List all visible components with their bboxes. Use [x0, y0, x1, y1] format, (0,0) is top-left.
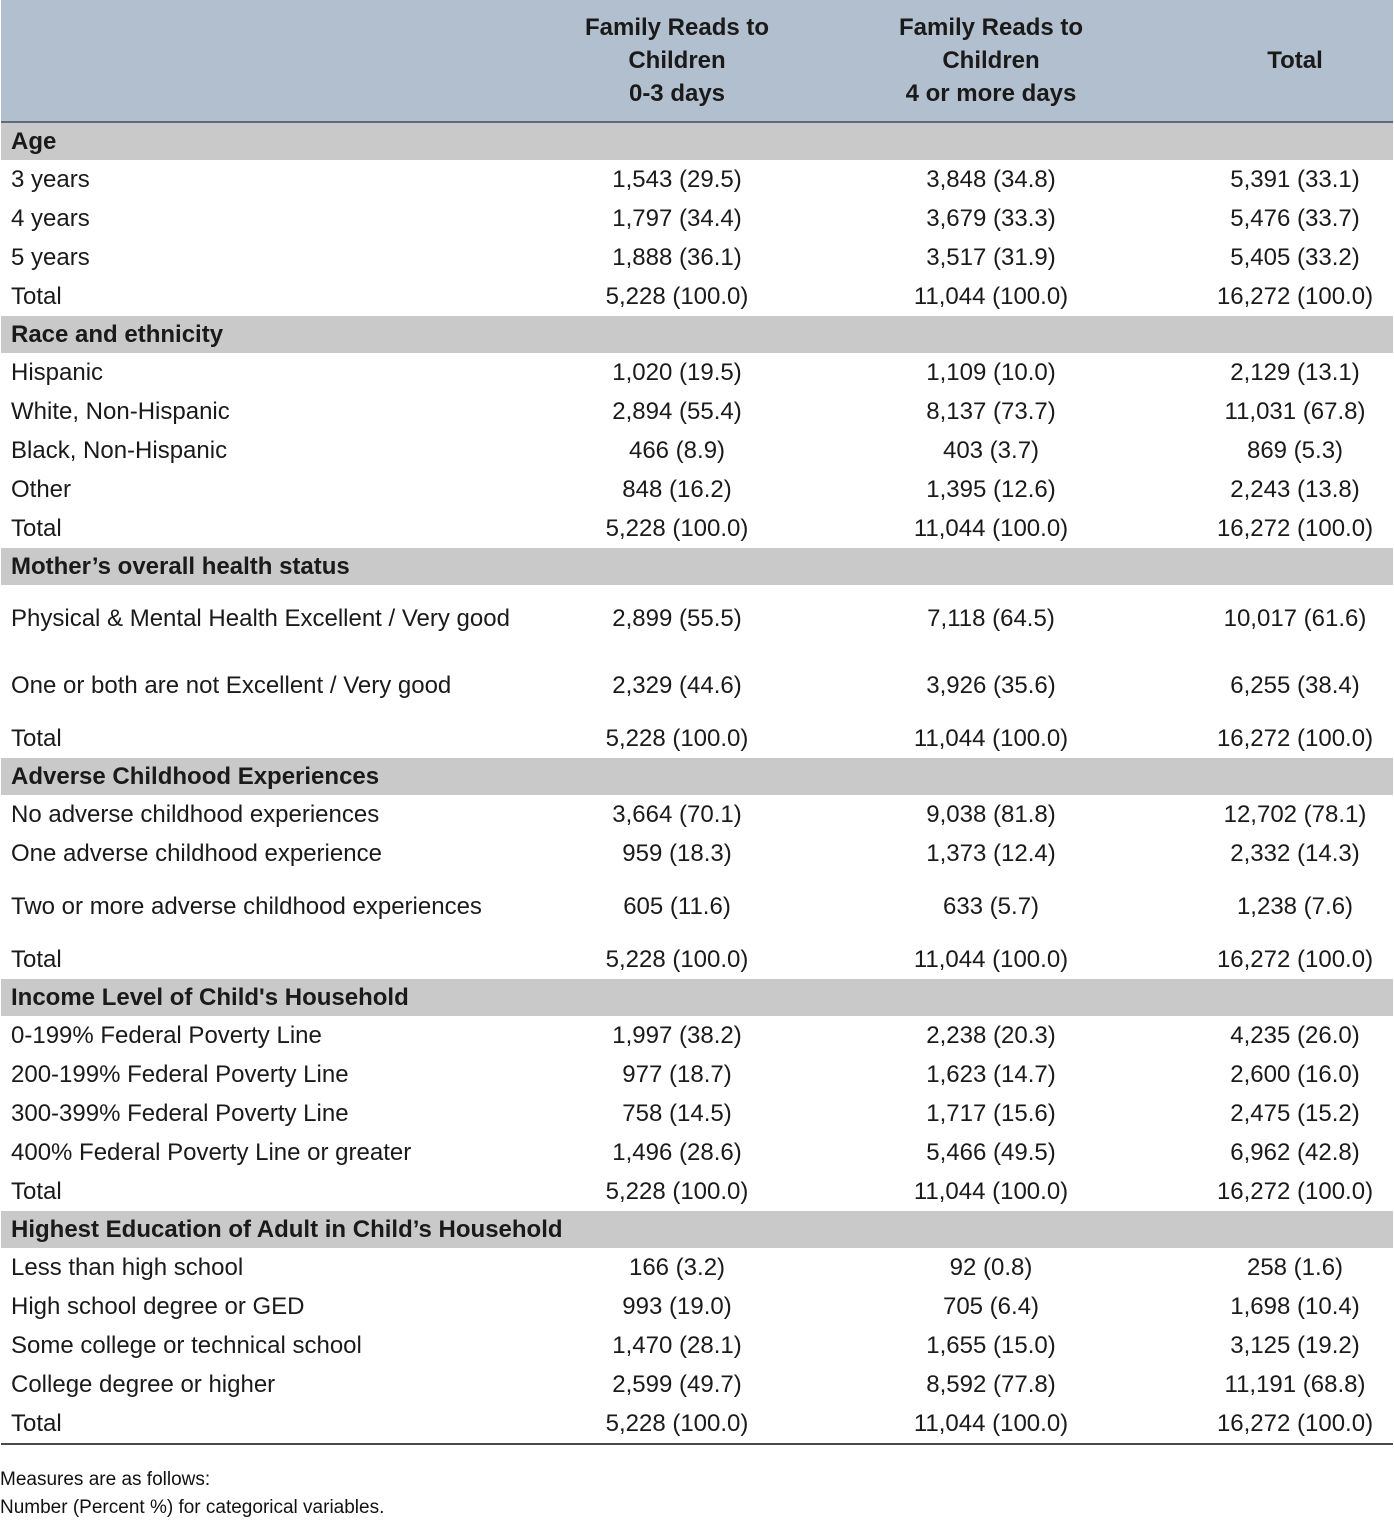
cell-total: 16,272 (100.0) — [1216, 515, 1374, 542]
section-header-row — [1, 979, 1393, 1016]
header-col2-line3: 4 or more days — [905, 80, 1077, 107]
cell-reads-0-3: 1,997 (38.2) — [612, 1022, 742, 1049]
cell-reads-4-plus: 5,466 (49.5) — [926, 1139, 1056, 1166]
row-label: 400% Federal Poverty Line or greater — [11, 1139, 412, 1166]
row-label: Other — [11, 476, 72, 503]
section-header-row — [1, 1211, 1393, 1248]
row-label: 5 years — [11, 244, 90, 271]
cell-total: 4,235 (26.0) — [1230, 1022, 1360, 1049]
cell-reads-4-plus: 1,655 (15.0) — [926, 1332, 1056, 1359]
cell-reads-4-plus: 3,679 (33.3) — [926, 205, 1056, 232]
section-header-row — [1, 758, 1393, 795]
cell-total: 10,017 (61.6) — [1223, 605, 1367, 632]
table-row — [1, 1248, 1393, 1287]
table-row — [1, 834, 1393, 873]
header-col-total: Total — [1197, 0, 1393, 122]
cell-reads-0-3: 848 (16.2) — [622, 476, 732, 503]
table-row — [1, 1287, 1393, 1326]
header-col1-line1: Family Reads to — [584, 14, 770, 41]
header-col-reads-0-3 — [569, 0, 785, 122]
row-label: Black, Non-Hispanic — [11, 437, 228, 464]
cell-reads-0-3: 5,228 (100.0) — [569, 1404, 785, 1444]
row-label: Total — [1, 1404, 569, 1444]
cell-total: 16,272 (100.0) — [1216, 725, 1374, 752]
cell-total: 5,405 (33.2) — [1230, 244, 1360, 271]
table-row — [1, 353, 1393, 392]
cell-reads-0-3: 1,020 (19.5) — [612, 359, 742, 386]
cell-reads-0-3: 1,543 (29.5) — [612, 166, 742, 193]
section-title: Income Level of Child's Household — [1, 979, 1393, 1016]
cell-reads-4-plus: 705 (6.4) — [942, 1293, 1040, 1320]
row-label: 3 years — [11, 166, 90, 193]
section-title: Highest Education of Adult in Child’s Household — [1, 1211, 1393, 1248]
table-row — [1, 392, 1393, 431]
cell-total: 2,129 (13.1) — [1230, 359, 1360, 386]
table-body — [1, 122, 1393, 1444]
table-row — [1, 652, 1393, 719]
cell-total: 11,031 (67.8) — [1224, 398, 1366, 425]
section-header-row — [1, 122, 1393, 160]
cell-reads-4-plus: 11,044 (100.0) — [913, 515, 1069, 542]
cell-total: 5,476 (33.7) — [1230, 205, 1360, 232]
cell-total: 2,243 (13.8) — [1230, 476, 1360, 503]
row-label: 4 years — [11, 205, 90, 232]
cell-reads-0-3: 758 (14.5) — [622, 1100, 732, 1127]
cell-total: 12,702 (78.1) — [1223, 801, 1367, 828]
table-row — [1, 470, 1393, 509]
cell-total: 258 (1.6) — [1246, 1254, 1344, 1281]
table-row — [1, 1133, 1393, 1172]
cell-reads-0-3: 5,228 (100.0) — [605, 946, 749, 973]
cell-reads-0-3: 2,894 (55.4) — [612, 398, 742, 425]
header-blank-cell — [1, 0, 569, 122]
cell-total: 869 (5.3) — [1246, 437, 1344, 464]
cell-total: 2,332 (14.3) — [1230, 840, 1360, 867]
row-label: White, Non-Hispanic — [11, 398, 230, 425]
cell-total: 3,125 (19.2) — [1230, 1332, 1360, 1359]
cell-reads-4-plus: 7,118 (64.5) — [927, 605, 1055, 632]
cell-reads-0-3: 2,899 (55.5) — [612, 605, 742, 632]
cell-reads-0-3: 3,664 (70.1) — [612, 801, 742, 828]
cell-reads-4-plus: 633 (5.7) — [942, 893, 1040, 920]
row-label: Total — [11, 946, 62, 973]
row-label: Hispanic — [11, 359, 104, 386]
cell-reads-4-plus: 11,044 (100.0) — [785, 1404, 1197, 1444]
row-label: Total — [11, 725, 62, 752]
cell-reads-0-3: 2,599 (49.7) — [612, 1371, 742, 1398]
row-label: High school degree or GED — [11, 1293, 305, 1320]
table-row — [1, 238, 1393, 277]
section-title: Race and ethnicity — [1, 316, 1393, 353]
cell-total: 6,962 (42.8) — [1230, 1139, 1360, 1166]
header-col2-line1: Family Reads to — [898, 14, 1084, 41]
data-table — [1, 0, 1393, 1445]
section-title: Mother’s overall health status — [1, 548, 1393, 585]
cell-reads-0-3: 1,496 (28.6) — [612, 1139, 742, 1166]
row-label: Total — [11, 515, 62, 542]
cell-reads-4-plus: 3,848 (34.8) — [926, 166, 1056, 193]
cell-reads-4-plus: 11,044 (100.0) — [913, 1178, 1069, 1205]
row-label: No adverse childhood experiences — [11, 801, 380, 828]
row-label: Total — [11, 283, 62, 310]
header-col-reads-4-plus — [785, 0, 1197, 122]
cell-reads-4-plus: 1,109 (10.0) — [926, 359, 1056, 386]
table-row — [1, 719, 1393, 758]
row-label: Total — [11, 1178, 62, 1205]
table-row — [1, 509, 1393, 548]
table-row — [1, 1365, 1393, 1404]
table-notes — [0, 1466, 384, 1522]
cell-reads-0-3: 1,470 (28.1) — [612, 1332, 742, 1359]
cell-reads-4-plus: 1,395 (12.6) — [926, 476, 1056, 503]
cell-total: 2,600 (16.0) — [1230, 1061, 1360, 1088]
row-label: Less than high school — [11, 1254, 244, 1281]
table-row — [1, 1326, 1393, 1365]
cell-reads-4-plus: 92 (0.8) — [949, 1254, 1033, 1281]
cell-reads-4-plus: 1,623 (14.7) — [926, 1061, 1056, 1088]
table-row — [1, 431, 1393, 470]
cell-reads-4-plus: 403 (3.7) — [942, 437, 1040, 464]
cell-total: 5,391 (33.1) — [1230, 166, 1360, 193]
cell-reads-4-plus: 8,137 (73.7) — [926, 398, 1056, 425]
section-title: Adverse Childhood Experiences — [1, 758, 1393, 795]
cell-total: 16,272 (100.0) — [1216, 1178, 1374, 1205]
cell-total: 16,272 (100.0) — [1216, 283, 1374, 310]
table-row — [1, 585, 1393, 652]
section-title: Age — [1, 122, 1393, 160]
row-label: 0-199% Federal Poverty Line — [11, 1022, 322, 1049]
cell-total: 6,255 (38.4) — [1230, 672, 1360, 699]
cell-total: 1,698 (10.4) — [1230, 1293, 1360, 1320]
row-label: Some college or technical school — [11, 1332, 362, 1359]
cell-total: 11,191 (68.8) — [1224, 1371, 1366, 1398]
cell-total: 1,238 (7.6) — [1236, 893, 1354, 920]
cell-reads-0-3: 2,329 (44.6) — [612, 672, 742, 699]
cell-reads-4-plus: 3,517 (31.9) — [926, 244, 1056, 271]
cell-reads-0-3: 605 (11.6) — [623, 893, 731, 920]
table-row — [1, 277, 1393, 316]
section-header-row — [1, 548, 1393, 585]
cell-reads-0-3: 1,888 (36.1) — [612, 244, 742, 271]
cell-reads-4-plus: 9,038 (81.8) — [926, 801, 1056, 828]
row-label: Physical & Mental Health Excellent / Very good — [11, 605, 510, 632]
table-row — [1, 873, 1393, 940]
table-row — [1, 795, 1393, 834]
cell-reads-4-plus: 11,044 (100.0) — [913, 725, 1069, 752]
row-label: 300-399% Federal Poverty Line — [11, 1100, 349, 1127]
table-header-row — [1, 0, 1393, 122]
row-label: One or both are not Excellent / Very good — [11, 672, 452, 699]
section-header-row — [1, 316, 1393, 353]
cell-reads-0-3: 5,228 (100.0) — [605, 725, 749, 752]
cell-total: 16,272 (100.0) — [1197, 1404, 1393, 1444]
row-label: 200-199% Federal Poverty Line — [11, 1061, 349, 1088]
cell-reads-0-3: 959 (18.3) — [622, 840, 732, 867]
table-row — [1, 1404, 1393, 1444]
table-row — [1, 160, 1393, 199]
table-row — [1, 940, 1393, 979]
table-row — [1, 1016, 1393, 1055]
cell-reads-0-3: 466 (8.9) — [628, 437, 726, 464]
row-label: Two or more adverse childhood experiences — [11, 893, 482, 920]
cell-reads-0-3: 993 (19.0) — [622, 1293, 732, 1320]
row-label: College degree or higher — [11, 1371, 276, 1398]
table-row — [1, 1094, 1393, 1133]
table-row — [1, 1172, 1393, 1211]
cell-reads-0-3: 166 (3.2) — [628, 1254, 726, 1281]
cell-reads-4-plus: 8,592 (77.8) — [926, 1371, 1056, 1398]
cell-reads-0-3: 977 (18.7) — [622, 1061, 732, 1088]
cell-total: 2,475 (15.2) — [1230, 1100, 1360, 1127]
cell-reads-0-3: 5,228 (100.0) — [605, 283, 749, 310]
cell-reads-4-plus: 1,373 (12.4) — [926, 840, 1056, 867]
table-row — [1, 1055, 1393, 1094]
cell-reads-0-3: 5,228 (100.0) — [605, 1178, 749, 1205]
table-row — [1, 199, 1393, 238]
notes-line-2: Number (Percent %) for categorical variables. — [0, 1497, 385, 1518]
cell-reads-4-plus: 11,044 (100.0) — [913, 283, 1069, 310]
cell-total: 16,272 (100.0) — [1216, 946, 1374, 973]
cell-reads-4-plus: 1,717 (15.6) — [926, 1100, 1056, 1127]
cell-reads-0-3: 5,228 (100.0) — [605, 515, 749, 542]
row-label: One adverse childhood experience — [11, 840, 382, 867]
cell-reads-0-3: 1,797 (34.4) — [612, 205, 742, 232]
header-col1-line3: 0-3 days — [628, 80, 726, 107]
cell-reads-4-plus: 11,044 (100.0) — [913, 946, 1069, 973]
header-col1-line2: Children — [628, 47, 726, 74]
header-col2-line2: Children — [942, 47, 1040, 74]
notes-line-1: Measures are as follows: — [0, 1469, 211, 1490]
cell-reads-4-plus: 3,926 (35.6) — [926, 672, 1056, 699]
cell-reads-4-plus: 2,238 (20.3) — [926, 1022, 1056, 1049]
